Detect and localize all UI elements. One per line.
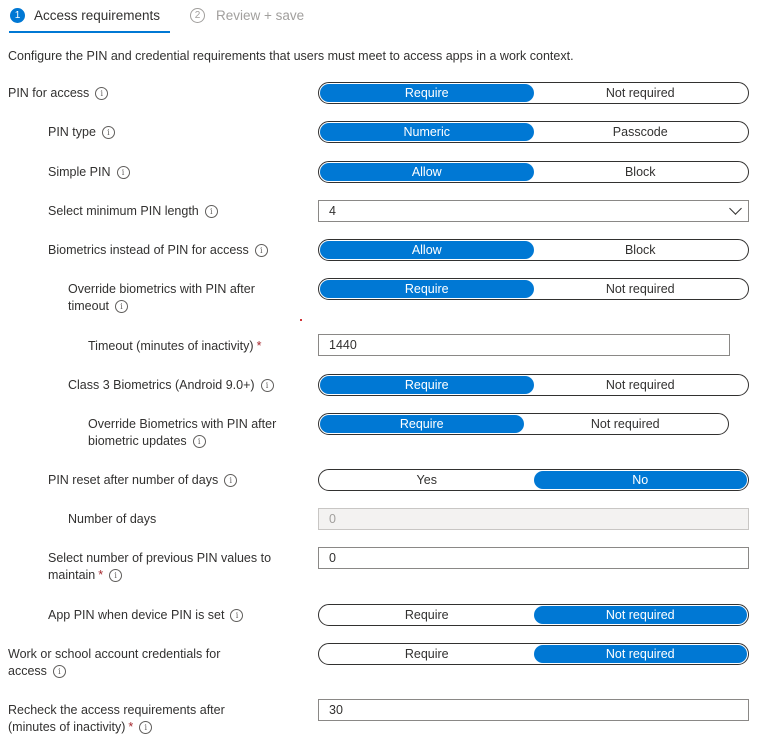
work-credentials-not-required[interactable]: Not required — [534, 645, 748, 663]
timeout-label: Timeout (minutes of inactivity) * — [88, 339, 262, 353]
tab-access-requirements[interactable]: Access requirements — [34, 8, 161, 23]
pin-type-label: PIN type i — [48, 124, 115, 141]
info-icon[interactable]: i — [117, 166, 130, 179]
simple-pin-block[interactable]: Block — [624, 165, 656, 179]
min-pin-length-label: Select minimum PIN length i — [48, 203, 218, 220]
info-icon[interactable]: i — [230, 609, 243, 622]
biometrics-allow[interactable]: Allow — [320, 241, 534, 259]
previous-pins-label: Select number of previous PIN values to maintain * i — [48, 551, 272, 582]
pin-for-access-not-required[interactable]: Not required — [605, 86, 675, 100]
info-icon[interactable]: i — [115, 300, 128, 313]
work-credentials-require[interactable]: Require — [404, 647, 449, 661]
timeout-input[interactable]: 1440 — [318, 334, 730, 356]
app-pin-device-pin-require[interactable]: Require — [404, 608, 449, 622]
override-biometrics-toggle[interactable] — [318, 278, 749, 300]
biometrics-toggle[interactable] — [318, 239, 749, 261]
override-biometrics-not-required[interactable]: Not required — [605, 282, 675, 296]
info-icon[interactable]: i — [95, 87, 108, 100]
info-icon[interactable]: i — [102, 126, 115, 139]
override-biometrics-label: Override biometrics with PIN after timeout i — [68, 282, 255, 313]
intro-text: Configure the PIN and credential requirements that users must meet to access apps in a work context. — [8, 49, 574, 63]
pin-for-access-label: PIN for access i — [8, 85, 108, 102]
work-credentials-toggle[interactable] — [318, 643, 749, 665]
app-pin-device-pin-label: App PIN when device PIN is set i — [48, 607, 243, 624]
info-icon[interactable]: i — [109, 569, 122, 582]
override-after-updates-toggle[interactable] — [318, 413, 729, 435]
pin-type-passcode[interactable]: Passcode — [612, 125, 668, 139]
number-of-days-input: 0 — [318, 508, 749, 530]
min-pin-length-value: 4 — [329, 204, 336, 218]
info-icon[interactable]: i — [224, 474, 237, 487]
override-after-updates-label: Override Biometrics with PIN after biometric updates i — [88, 417, 277, 448]
number-of-days-label: Number of days — [68, 512, 157, 526]
simple-pin-label: Simple PIN i — [48, 164, 130, 181]
info-icon[interactable]: i — [53, 665, 66, 678]
pin-reset-yes[interactable]: Yes — [416, 473, 437, 487]
class3-biometrics-require[interactable]: Require — [320, 376, 534, 394]
pin-type-toggle[interactable] — [318, 121, 749, 143]
pin-type-numeric[interactable]: Numeric — [320, 123, 534, 141]
active-tab-indicator — [9, 31, 170, 33]
override-after-updates-require[interactable]: Require — [320, 415, 524, 433]
override-biometrics-require[interactable]: Require — [320, 280, 534, 298]
biometrics-block[interactable]: Block — [624, 243, 656, 257]
work-credentials-label: Work or school account credentials for access i — [8, 647, 221, 678]
info-icon[interactable]: i — [193, 435, 206, 448]
pin-for-access-require[interactable]: Require — [320, 84, 534, 102]
pin-reset-label: PIN reset after number of days i — [48, 472, 237, 489]
chevron-down-icon — [729, 202, 742, 215]
step-1-number: 1 — [10, 8, 25, 23]
class3-biometrics-label: Class 3 Biometrics (Android 9.0+) i — [68, 377, 274, 394]
biometrics-label: Biometrics instead of PIN for access i — [48, 242, 268, 259]
simple-pin-allow[interactable]: Allow — [320, 163, 534, 181]
recheck-input[interactable]: 30 — [318, 699, 749, 721]
recheck-label: Recheck the access requirements after (minutes of inactivity) * i — [8, 703, 225, 734]
override-after-updates-not-required[interactable]: Not required — [590, 417, 660, 431]
min-pin-length-dropdown[interactable] — [318, 200, 749, 222]
info-icon[interactable]: i — [261, 379, 274, 392]
pin-for-access-toggle[interactable] — [318, 82, 749, 104]
info-icon[interactable]: i — [255, 244, 268, 257]
app-pin-device-pin-toggle[interactable] — [318, 604, 749, 626]
class3-biometrics-toggle[interactable] — [318, 374, 749, 396]
previous-pins-input[interactable]: 0 — [318, 547, 749, 569]
class3-biometrics-not-required[interactable]: Not required — [605, 378, 675, 392]
app-pin-device-pin-not-required[interactable]: Not required — [534, 606, 748, 624]
step-2-number: 2 — [190, 8, 205, 23]
tab-review-save[interactable]: Review + save — [216, 8, 305, 23]
pin-reset-toggle[interactable] — [318, 469, 749, 491]
info-icon[interactable]: i — [205, 205, 218, 218]
pin-reset-no[interactable]: No — [534, 471, 748, 489]
info-icon[interactable]: i — [139, 721, 152, 734]
simple-pin-toggle[interactable] — [318, 161, 749, 183]
red-dot-mark — [300, 319, 302, 321]
